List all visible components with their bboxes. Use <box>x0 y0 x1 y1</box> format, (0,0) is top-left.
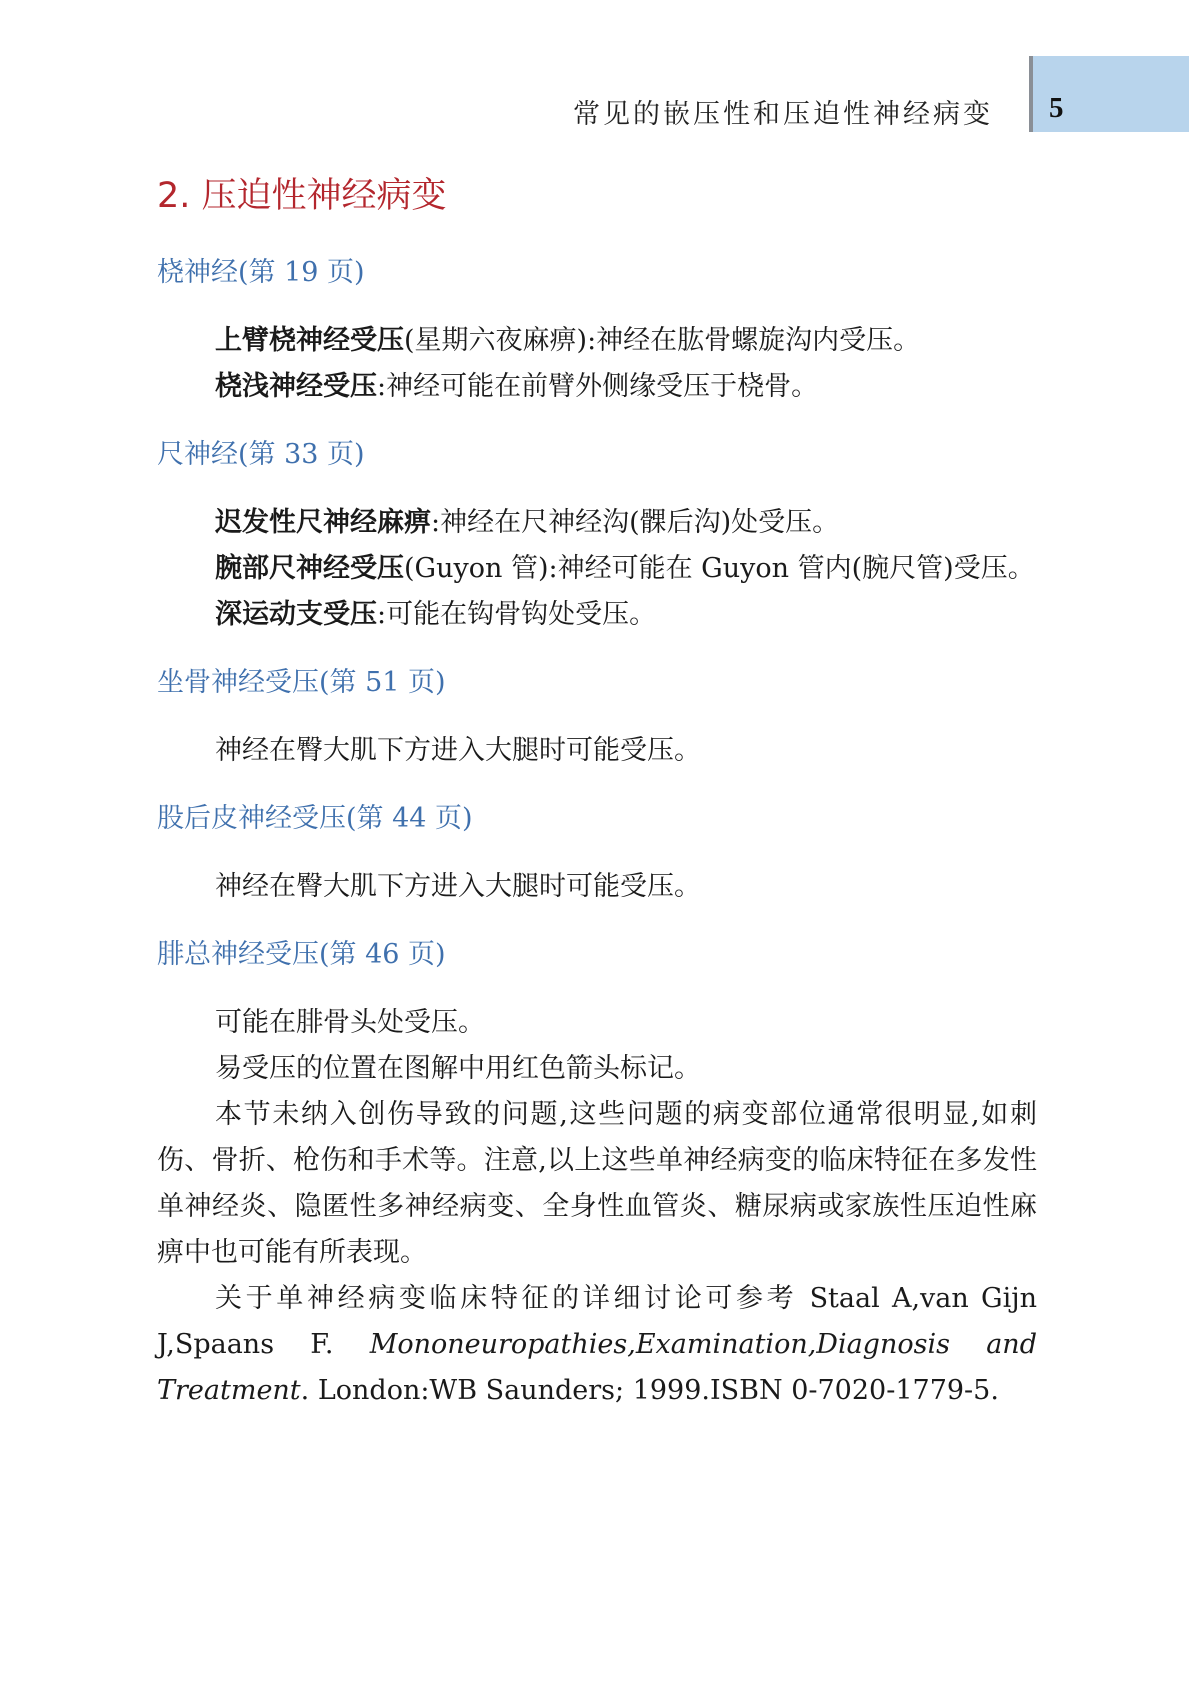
page-number: 5 <box>1049 92 1064 124</box>
nerve-item <box>157 364 1037 410</box>
nerve-description: 神经在臀大肌下方进入大腿时可能受压。 <box>215 871 701 902</box>
nerve-heading-sciatic: 坐骨神经受压(第 51 页) <box>157 667 446 698</box>
body-paragraph: 易受压的位置在图解中用红色箭头标记。 <box>215 1053 701 1084</box>
nerve-description: (星期六夜麻痹):神经在肱骨螺旋沟内受压。 <box>404 325 921 356</box>
reference-publisher: . London:WB Saunders; 1999.ISBN 0-7020-1779-5. <box>300 1375 999 1406</box>
nerve-item <box>157 864 1037 910</box>
reference-paragraph <box>157 1276 1037 1414</box>
reference-book-title: Mononeuropathies,Examination,Diagnosis and Treatment <box>157 1329 1037 1406</box>
nerve-description: (Guyon 管):神经可能在 Guyon 管内(腕尺管)受压。 <box>404 553 1035 584</box>
nerve-description: :神经可能在前臂外侧缘受压于桡骨。 <box>377 371 819 402</box>
nerve-term: 迟发性尺神经麻痹 <box>215 507 431 538</box>
nerve-term: 深运动支受压 <box>215 599 377 630</box>
nerve-description: 可能在腓骨头处受压。 <box>215 1007 485 1038</box>
nerve-item <box>157 1000 1037 1046</box>
nerve-description: 神经在臀大肌下方进入大腿时可能受压。 <box>215 735 701 766</box>
page-body <box>157 250 1037 1414</box>
nerve-item <box>157 592 1037 638</box>
nerve-description: :可能在钩骨钩处受压。 <box>377 599 657 630</box>
nerve-heading-radial: 桡神经(第 19 页) <box>157 257 365 288</box>
nerve-term: 腕部尺神经受压 <box>215 553 404 584</box>
page-tab <box>1029 56 1189 132</box>
nerve-description: :神经在尺神经沟(髁后沟)处受压。 <box>431 507 840 538</box>
nerve-item <box>157 728 1037 774</box>
nerve-term: 桡浅神经受压 <box>215 371 377 402</box>
reference-intro: 关于单神经病变临床特征的详细讨论可参考 Staal A,van Gijn J,Spaans F. <box>157 1283 1037 1360</box>
nerve-heading-ulnar: 尺神经(第 33 页) <box>157 439 365 470</box>
nerve-term: 上臂桡神经受压 <box>215 325 404 356</box>
nerve-item <box>157 318 1037 364</box>
nerve-heading-common-peroneal: 腓总神经受压(第 46 页) <box>157 939 446 970</box>
nerve-heading-posterior-femoral-cutaneous: 股后皮神经受压(第 44 页) <box>157 803 473 834</box>
nerve-item <box>157 500 1037 546</box>
nerve-item <box>157 546 1037 592</box>
section-title: 2. 压迫性神经病变 <box>157 176 447 216</box>
running-title: 常见的嵌压性和压迫性神经病变 <box>573 99 993 130</box>
body-paragraph: 本节未纳入创伤导致的问题,这些问题的病变部位通常很明显,如刺伤、骨折、枪伤和手术等。注意,以上这些单神经病变的临床特征在多发性单神经炎、隐匿性多神经病变、全身性血管炎、糖尿病或家族性压迫性麻痹中也可能有所表现。 <box>157 1099 1037 1268</box>
